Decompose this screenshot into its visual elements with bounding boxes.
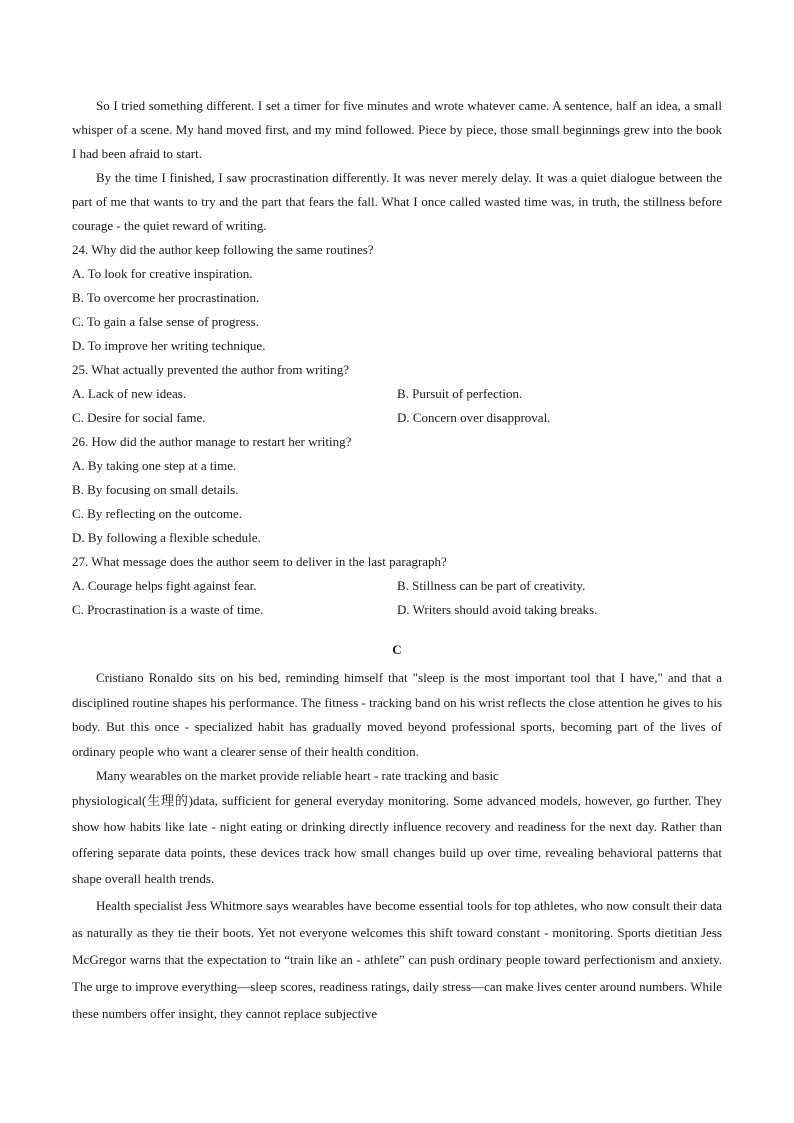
passage-c-paragraph-2-first-line: Many wearables on the market provide reliable heart - rate tracking and basic: [96, 768, 499, 783]
section-heading: C: [392, 642, 402, 657]
question-25: [72, 358, 722, 430]
option-a: A. Courage helps fight against fear.: [72, 578, 257, 593]
passage-b-paragraph-1: So I tried something different. I set a timer for five minutes and wrote whatever came. A sentence, half an idea, a small whisper of a scene. My hand moved first, and my mind followed. Piece by piece, those small beginnings grew into the book I had been afraid to start.: [72, 98, 722, 161]
question-27: [72, 550, 722, 622]
passage-c-paragraph-1: Cristiano Ronaldo sits on his bed, reminding himself that "sleep is the most important tool that I have," and that a disciplined routine shapes his performance. The fitness - tracking band on his wrist reflects the close attention he gives to his body. But this once - specialized habit has gradually moved beyond professional sports, becoming part of the lives of ordinary people who want a clearer sense of their health condition.: [72, 670, 722, 759]
question-stem: 24. Why did the author keep following the same routines?: [72, 242, 374, 257]
option-d: D. To improve her writing technique.: [72, 338, 266, 353]
option-a: A. To look for creative inspiration.: [72, 266, 253, 281]
question-26: [72, 430, 722, 550]
option-c: C. To gain a false sense of progress.: [72, 314, 259, 329]
options-row: [72, 574, 722, 598]
options-row: [72, 406, 722, 430]
option-c: C. Procrastination is a waste of time.: [72, 602, 264, 617]
question-24: [72, 238, 722, 358]
option-b: B. Pursuit of perfection.: [397, 386, 523, 401]
option-c: C. By reflecting on the outcome.: [72, 506, 243, 521]
question-stem: 27. What message does the author seem to deliver in the last paragraph?: [72, 554, 447, 569]
option-d: D. By following a flexible schedule.: [72, 530, 261, 545]
option-b: B. By focusing on small details.: [72, 482, 239, 497]
options-row: [72, 598, 722, 622]
option-a: A. Lack of new ideas.: [72, 386, 187, 401]
option-d: D. Writers should avoid taking breaks.: [397, 602, 598, 617]
option-a: A. By taking one step at a time.: [72, 458, 237, 473]
option-c: C. Desire for social fame.: [72, 410, 206, 425]
passage-c-paragraph-3: Health specialist Jess Whitmore says wearables have become essential tools for top athletes, who now consult their data as naturally as they tie their boots. Yet not everyone welcomes this shift toward constant - monitoring. Sports dietitian Jess McGregor warns that the expectation to “train like an - athlete” can push ordinary people toward perfectionism and anxiety. The urge to improve everything—sleep scores, readiness ratings, daily stress—can make lives center around numbers. While these numbers offer insight, they cannot replace subjective: [72, 898, 722, 1021]
question-stem: 25. What actually prevented the author from writing?: [72, 362, 349, 377]
question-stem: 26. How did the author manage to restart her writing?: [72, 434, 352, 449]
page-content: [72, 94, 722, 1027]
option-d: D. Concern over disapproval.: [397, 410, 551, 425]
options-row: [72, 382, 722, 406]
option-b: B. To overcome her procrastination.: [72, 290, 260, 305]
passage-c-paragraph-2-rest: physiological(生理的)data, sufficient for general everyday monitoring. Some advanced models, however, go further. They show how habits like late - night eating or drinking directly influence recovery and readiness for the next day. Rather than offering separate data points, these devices track how small changes build up over time, revealing behavioral patterns that shape overall health trends.: [72, 793, 722, 886]
passage-b-paragraph-2: By the time I finished, I saw procrastination differently. It was never merely delay. It was a quiet dialogue between the part of me that wants to try and the part that fears the fall. What I once called wasted time was, in truth, the stillness before courage - the quiet reward of writing.: [72, 170, 722, 233]
option-b: B. Stillness can be part of creativity.: [397, 578, 586, 593]
